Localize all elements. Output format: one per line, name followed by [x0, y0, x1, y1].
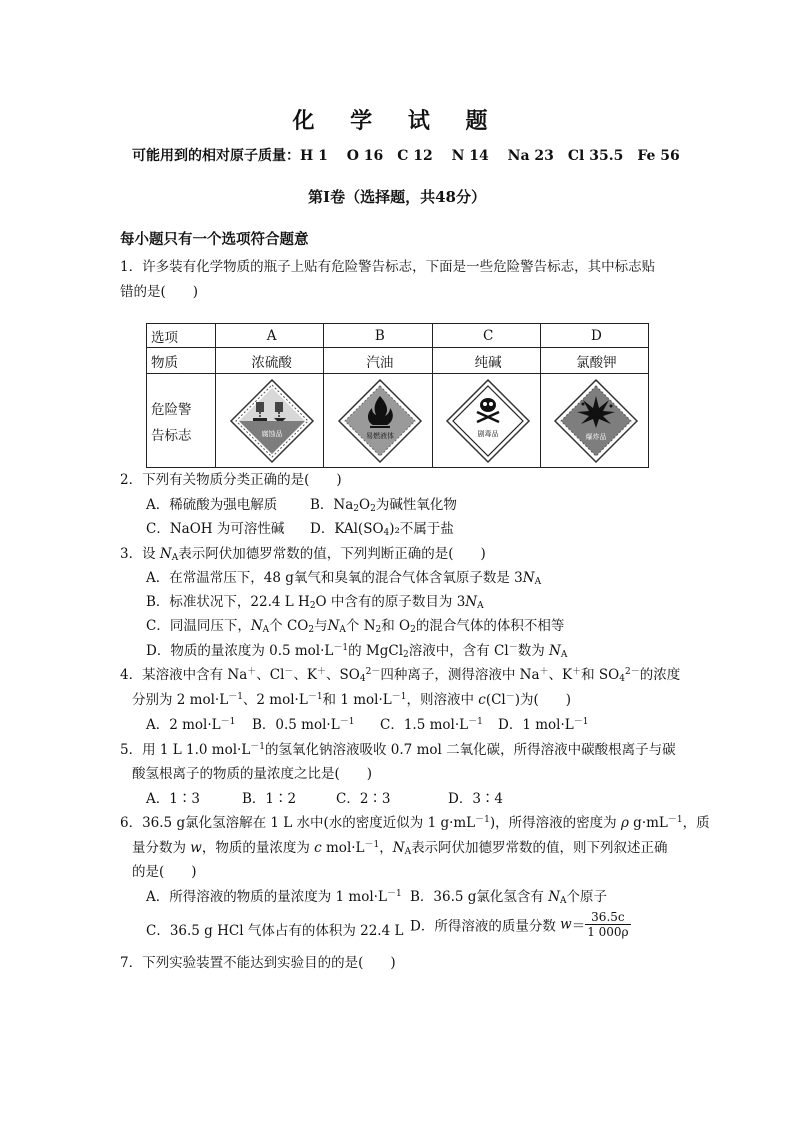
- q6-option-b: B．36.5 g氯化氢含有 $N_A$个原子: [410, 889, 608, 906]
- q5-option-a: A．1∶3: [146, 791, 200, 807]
- q3-option-c: C．同温同压下，$N_A$个 $CO_2$与$N_A$个 $N_2$和 $O_2$的混合气体的体积不相等: [146, 618, 565, 635]
- sign-caption: 易燃液体: [365, 431, 394, 440]
- table-cell: A: [216, 324, 324, 348]
- table-cell: 纯碱: [432, 348, 540, 374]
- page-title: 化 学 试 题: [292, 108, 502, 134]
- q5-option-d: D．3∶4: [448, 791, 504, 807]
- corrosive-icon: [229, 378, 315, 464]
- q2-option-a: A．稀硫酸为强电解质: [146, 497, 278, 513]
- sign-row-label-2: 告标志: [151, 427, 192, 444]
- q5-stem-line1: 5．用 1 L 1.0 $mol\cdot L^{-1}$的氢氧化钠溶液吸收 0.7 mol 二氧化碳，所得溶液中碳酸根离子与碳: [120, 742, 676, 758]
- skull-icon: [445, 378, 531, 464]
- table-cell: 物质: [147, 348, 216, 374]
- q2-stem: 2．下列有关物质分类正确的是( ): [120, 472, 342, 488]
- table-cell: [216, 374, 324, 468]
- q5-option-b: B．1∶2: [242, 791, 297, 807]
- sign-caption: 爆炸品: [585, 432, 607, 441]
- q6-stem-line2: 量分数为 w，物质的量浓度为 c $mol\cdot L^{-1}$，$N_A$表示阿伏加德罗常数的值，则下列叙述正确: [132, 840, 668, 857]
- table-cell: C: [432, 324, 540, 348]
- q2-option-b: B．$Na_2O_2$为碱性氧化物: [310, 497, 457, 514]
- q3-stem: 3．设 $N_A$表示阿伏加德罗常数的值，下列判断正确的是( ): [120, 546, 486, 563]
- q4-option-b: B．0.5 $mol\cdot L^{-1}$: [252, 717, 355, 733]
- q4-option-d: D．1 $mol\cdot L^{-1}$: [498, 717, 589, 733]
- q4-option-c: C．1.5 $mol\cdot L^{-1}$: [380, 717, 483, 733]
- sign-caption: 剧毒品: [477, 429, 499, 438]
- q4-stem-line2: 分别为 2 $mol\cdot L^{-1}$、2 $mol\cdot L^{-1}$和 1 $mol\cdot L^{-1}$，则溶液中 c(Cl－)为( ): [132, 692, 572, 708]
- table-cell: [147, 374, 216, 468]
- q3-option-d: D．物质的量浓度为 0.5 $mol\cdot L^{-1}$的 MgCl$_2$溶液中，含有 Cl－数为 $N_A$: [146, 643, 568, 660]
- fraction: $\frac{36.5c}{1 000\rho}$: [587, 910, 629, 939]
- q1-stem-line2: 错的是( ): [120, 284, 199, 300]
- table-cell: [324, 374, 432, 468]
- section-heading: 第Ⅰ卷（选择题，共48分）: [308, 188, 486, 206]
- flame-icon: [337, 378, 423, 464]
- sign-row-label-1: 危险警: [151, 401, 192, 418]
- q6-option-a: A．所得溶液的物质的量浓度为 1 $mol\cdot L^{-1}$: [146, 889, 402, 905]
- table-cell: B: [324, 324, 432, 348]
- table-cell: 浓硫酸: [216, 348, 324, 374]
- q2-option-c: C．NaOH 为可溶性碱: [146, 521, 285, 537]
- explosion-icon: [553, 378, 639, 464]
- q5-stem-line2: 酸氢根离子的物质的量浓度之比是( ): [132, 766, 373, 782]
- q6-option-d: D．所得溶液的质量分数 w＝ $\frac{36.5c}{1 000\rho}$: [410, 910, 629, 939]
- q3-option-b: B．标准状况下，22.4 L $H_2O$ 中含有的原子数目为 $3N_A$: [146, 594, 484, 611]
- q4-stem-line1: 4．某溶液中含有 Na＋、Cl－、K＋、$SO_4^{2-}$四种离子，测得溶液中 Na＋、K＋和 $SO_4^{2-}$的浓度: [120, 667, 681, 684]
- q3-option-a: A．在常温常压下，48 g氧气和臭氧的混合气体含氧原子数是 $3N_A$: [146, 570, 542, 587]
- instruction: 每小题只有一个选项符合题意: [120, 231, 309, 248]
- q5-option-c: C．2∶3: [336, 791, 391, 807]
- sign-caption: 腐蚀品: [261, 429, 283, 438]
- q4-option-a: A．2 $mol\cdot L^{-1}$: [146, 717, 236, 733]
- atomic-masses: 可能用到的相对原子质量：H 1 O 16 C 12 N 14 Na 23 Cl 35.5 Fe 56: [132, 148, 680, 164]
- q1-table: [146, 323, 649, 468]
- table-cell: 氯酸钾: [540, 348, 648, 374]
- table-cell: D: [540, 324, 648, 348]
- q2-option-d: D．$KAl(SO_4)_2$不属于盐: [310, 521, 454, 538]
- q6-stem-line3: 的是( ): [132, 864, 197, 880]
- q6-option-c: C．36.5 g HCl 气体占有的体积为 22.4 L: [146, 923, 404, 939]
- table-cell: 选项: [147, 324, 216, 348]
- q6-stem-line1: 6．36.5 g氯化氢溶解在 1 L 水中(水的密度近似为 1 $g\cdot mL^{-1}$)，所得溶液的密度为 ρ $g\cdot mL^{-1}$，质: [120, 815, 710, 831]
- table-cell: [540, 374, 648, 468]
- q1-stem-line1: 1．许多装有化学物质的瓶子上贴有危险警告标志，下面是一些危险警告标志，其中标志贴: [120, 259, 656, 275]
- table-cell: 汽油: [324, 348, 432, 374]
- table-cell: [432, 374, 540, 468]
- q7-stem: 7．下列实验装置不能达到实验目的的是( ): [120, 955, 396, 971]
